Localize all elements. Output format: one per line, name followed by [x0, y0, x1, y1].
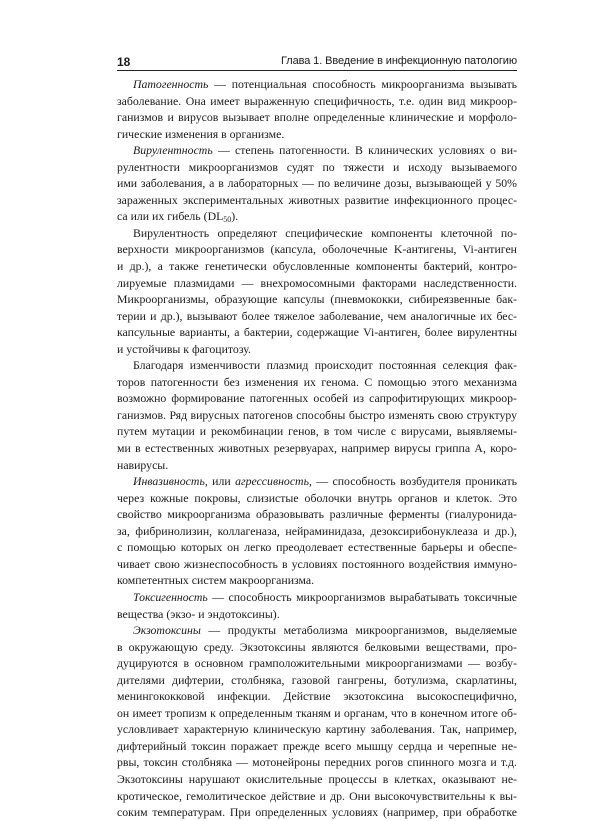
text-line — [117, 754, 517, 771]
text-body — [117, 76, 517, 821]
line-text: , — способность возбудителя проникать — [308, 474, 517, 489]
line-text: чивает свою жизнеспособность в условиях постоянного воздействия иммуно- — [117, 556, 517, 571]
text-line — [117, 390, 517, 407]
text-line — [117, 523, 517, 540]
text-line — [117, 341, 517, 358]
line-text: са или их гибель (DL — [117, 209, 224, 224]
line-text: через кожные покровы, слизистые оболочки внутрь органов и клеток. Это — [117, 490, 517, 505]
text-line — [117, 639, 517, 656]
text-line — [117, 407, 517, 424]
line-text: — степень патогенности. В клинических условиях о ви- — [212, 143, 517, 158]
text-line — [117, 440, 517, 457]
line-text: Благодаря изменчивости плазмид происходит постоянная селекция фак- — [133, 358, 517, 373]
line-text: компетентных систем макроорганизма. — [117, 573, 315, 588]
text-line — [117, 688, 517, 705]
term-italic: Токсигенность — [133, 589, 208, 604]
line-text: Экзотоксины нарушают окислительные процессы в клетках, оказывают не- — [117, 771, 517, 786]
line-text: рулентности микроорганизмов судят по тяжести и исходу вызываемого — [117, 159, 517, 174]
text-line — [117, 291, 517, 308]
text-line — [117, 622, 517, 639]
text-line — [117, 374, 517, 391]
line-text: менингококковой инфекции. Действие экзотоксина высокоспецифично, — [117, 689, 517, 704]
line-text: — продукты метаболизма микроорганизмов, выделяемые — [200, 623, 517, 638]
line-text: — способность микроорганизмов вырабатывать токсичные — [207, 589, 517, 604]
header-rule — [117, 70, 517, 71]
text-line — [117, 324, 517, 341]
term-italic: Инвазивность — [133, 474, 205, 489]
line-text: условливает характерную клиническую картину заболевания. Так, например, — [117, 722, 517, 737]
text-line — [117, 738, 517, 755]
text-line — [117, 804, 517, 821]
text-line — [117, 473, 517, 490]
text-line — [117, 93, 517, 110]
text-line — [117, 705, 517, 722]
subscript: 50 — [223, 215, 232, 225]
line-text: кротическое, гемолитическое действие и др. Они высокочувствительны к вы- — [117, 788, 517, 803]
text-line — [117, 275, 517, 292]
line-text: с помощью которых он легко преодолевает естественные барьеры и обеспе- — [117, 540, 517, 555]
page-number: 18 — [117, 55, 131, 69]
line-text: за, фибринолизин, коллагеназа, нейраминидаза, дезоксирибонуклеаза и др.), — [117, 523, 517, 538]
line-text: навирусы. — [117, 457, 169, 472]
line-text: дифтерийный токсин поражает прежде всего мышцу сердца и черепные не- — [117, 738, 517, 753]
text-line — [117, 126, 517, 143]
line-text: ). — [231, 209, 239, 224]
text-line — [117, 241, 517, 258]
line-text: вещества (экзо- и эндотоксины). — [117, 606, 280, 621]
text-line — [117, 457, 517, 474]
line-text: зараженных экспериментальных животных развитие инфекционного процес- — [117, 192, 517, 207]
text-line — [117, 109, 517, 126]
text-line — [117, 258, 517, 275]
line-text: — потенциальная способность микроорганизма вызывать — [208, 77, 517, 91]
line-text: возможно формирование патогенных особей из сапрофитирующих микроор- — [117, 391, 517, 406]
text-line — [117, 606, 517, 623]
text-line — [117, 423, 517, 440]
term-italic: Патогенность — [133, 77, 209, 91]
line-text: Вирулентность определяют специфические компоненты клеточной по- — [133, 225, 517, 240]
line-text: ганизмов. Ряд вирусных патогенов способны быстро изменять свою структуру — [117, 407, 517, 422]
text-line — [117, 490, 517, 507]
text-line — [117, 655, 517, 672]
term-italic: Экзотоксины — [133, 623, 201, 638]
line-text: гические изменения в организме. — [117, 126, 285, 141]
line-text: соким температурам. При определенных условиях (например, при обработке — [117, 805, 517, 820]
text-line — [117, 556, 517, 573]
line-text: и устойчивы к фагоцитозу. — [117, 341, 251, 356]
line-text: рвы, токсин столбняка — мотонейроны передних рогов спинного мозга и т.д. — [117, 755, 517, 770]
line-text: капсульные варианты, а бактерии, содержащие Vi-антиген, более вирулентны — [117, 325, 517, 340]
text-line — [117, 589, 517, 606]
text-line — [117, 308, 517, 325]
line-text: торов патогенности без изменения их геномa. С помощью этого механизма — [117, 374, 517, 389]
line-text: ганизмов и вирусов вызывает вполне определенные клинические и морфоло- — [117, 110, 517, 125]
running-head: Глава 1. Введение в инфекционную патологию — [281, 55, 517, 67]
text-line — [117, 539, 517, 556]
line-text: ими заболевания, а в лабораторных — по величине дозы, вызывающей у 50% — [117, 176, 517, 191]
text-line — [117, 192, 517, 209]
line-text: и др.), а также генетически обусловленные компоненты бактерий, контро- — [117, 259, 517, 274]
term-italic: Вирулентность — [133, 143, 213, 158]
line-text: Микроорганизмы, образующие капсулы (пневмококки, сибиреязвенные бак- — [117, 292, 517, 307]
text-line — [117, 771, 517, 788]
line-text: ми в естественных животных резервуарах, например вирусы гриппа А, коро- — [117, 441, 517, 456]
line-text: лируемые плазмидами — внехромосомными факторами наследственности. — [117, 275, 517, 290]
line-text: путем мутации и рекомбинации генов, в том числе с вирусами, выявляемы- — [117, 424, 517, 439]
line-text: в окружающую среду. Экзотоксины являются белковыми веществами, про- — [117, 639, 517, 654]
text-line — [117, 142, 517, 159]
text-line — [117, 208, 517, 225]
text-line — [117, 225, 517, 242]
line-text: терии и др.), вызывают более тяжелое заболевание, чем аналогичные их бес- — [117, 308, 517, 323]
line-text: заболевание. Она имеет выраженную специфичность, т.е. один вид микроор- — [117, 93, 517, 108]
text-line — [117, 357, 517, 374]
text-line — [117, 159, 517, 176]
text-line — [117, 506, 517, 523]
line-text: свойство микроорганизма образовывать различные ферменты (гиалуронида- — [117, 507, 517, 522]
text-line — [117, 788, 517, 805]
page-header — [117, 55, 517, 69]
term-italic: агрессивность — [235, 474, 309, 489]
line-text: , или — [204, 474, 236, 489]
line-text: верхности микроорганизмов (капсула, оболочечные K-антигены, Vi-антиген — [117, 242, 517, 257]
text-line — [117, 76, 517, 93]
line-text: дителями дифтерии, столбняка, газовой гангрены, ботулизма, скарлатины, — [117, 672, 517, 687]
line-text: дуцируются в основном грамположительными микроорганизмами — возбу- — [117, 656, 517, 671]
text-line — [117, 721, 517, 738]
text-line — [117, 672, 517, 689]
text-line — [117, 175, 517, 192]
text-line — [117, 572, 517, 589]
line-text: он имеет тропизм к определенным тканям и органам, что в конечном итоге об- — [117, 705, 517, 720]
